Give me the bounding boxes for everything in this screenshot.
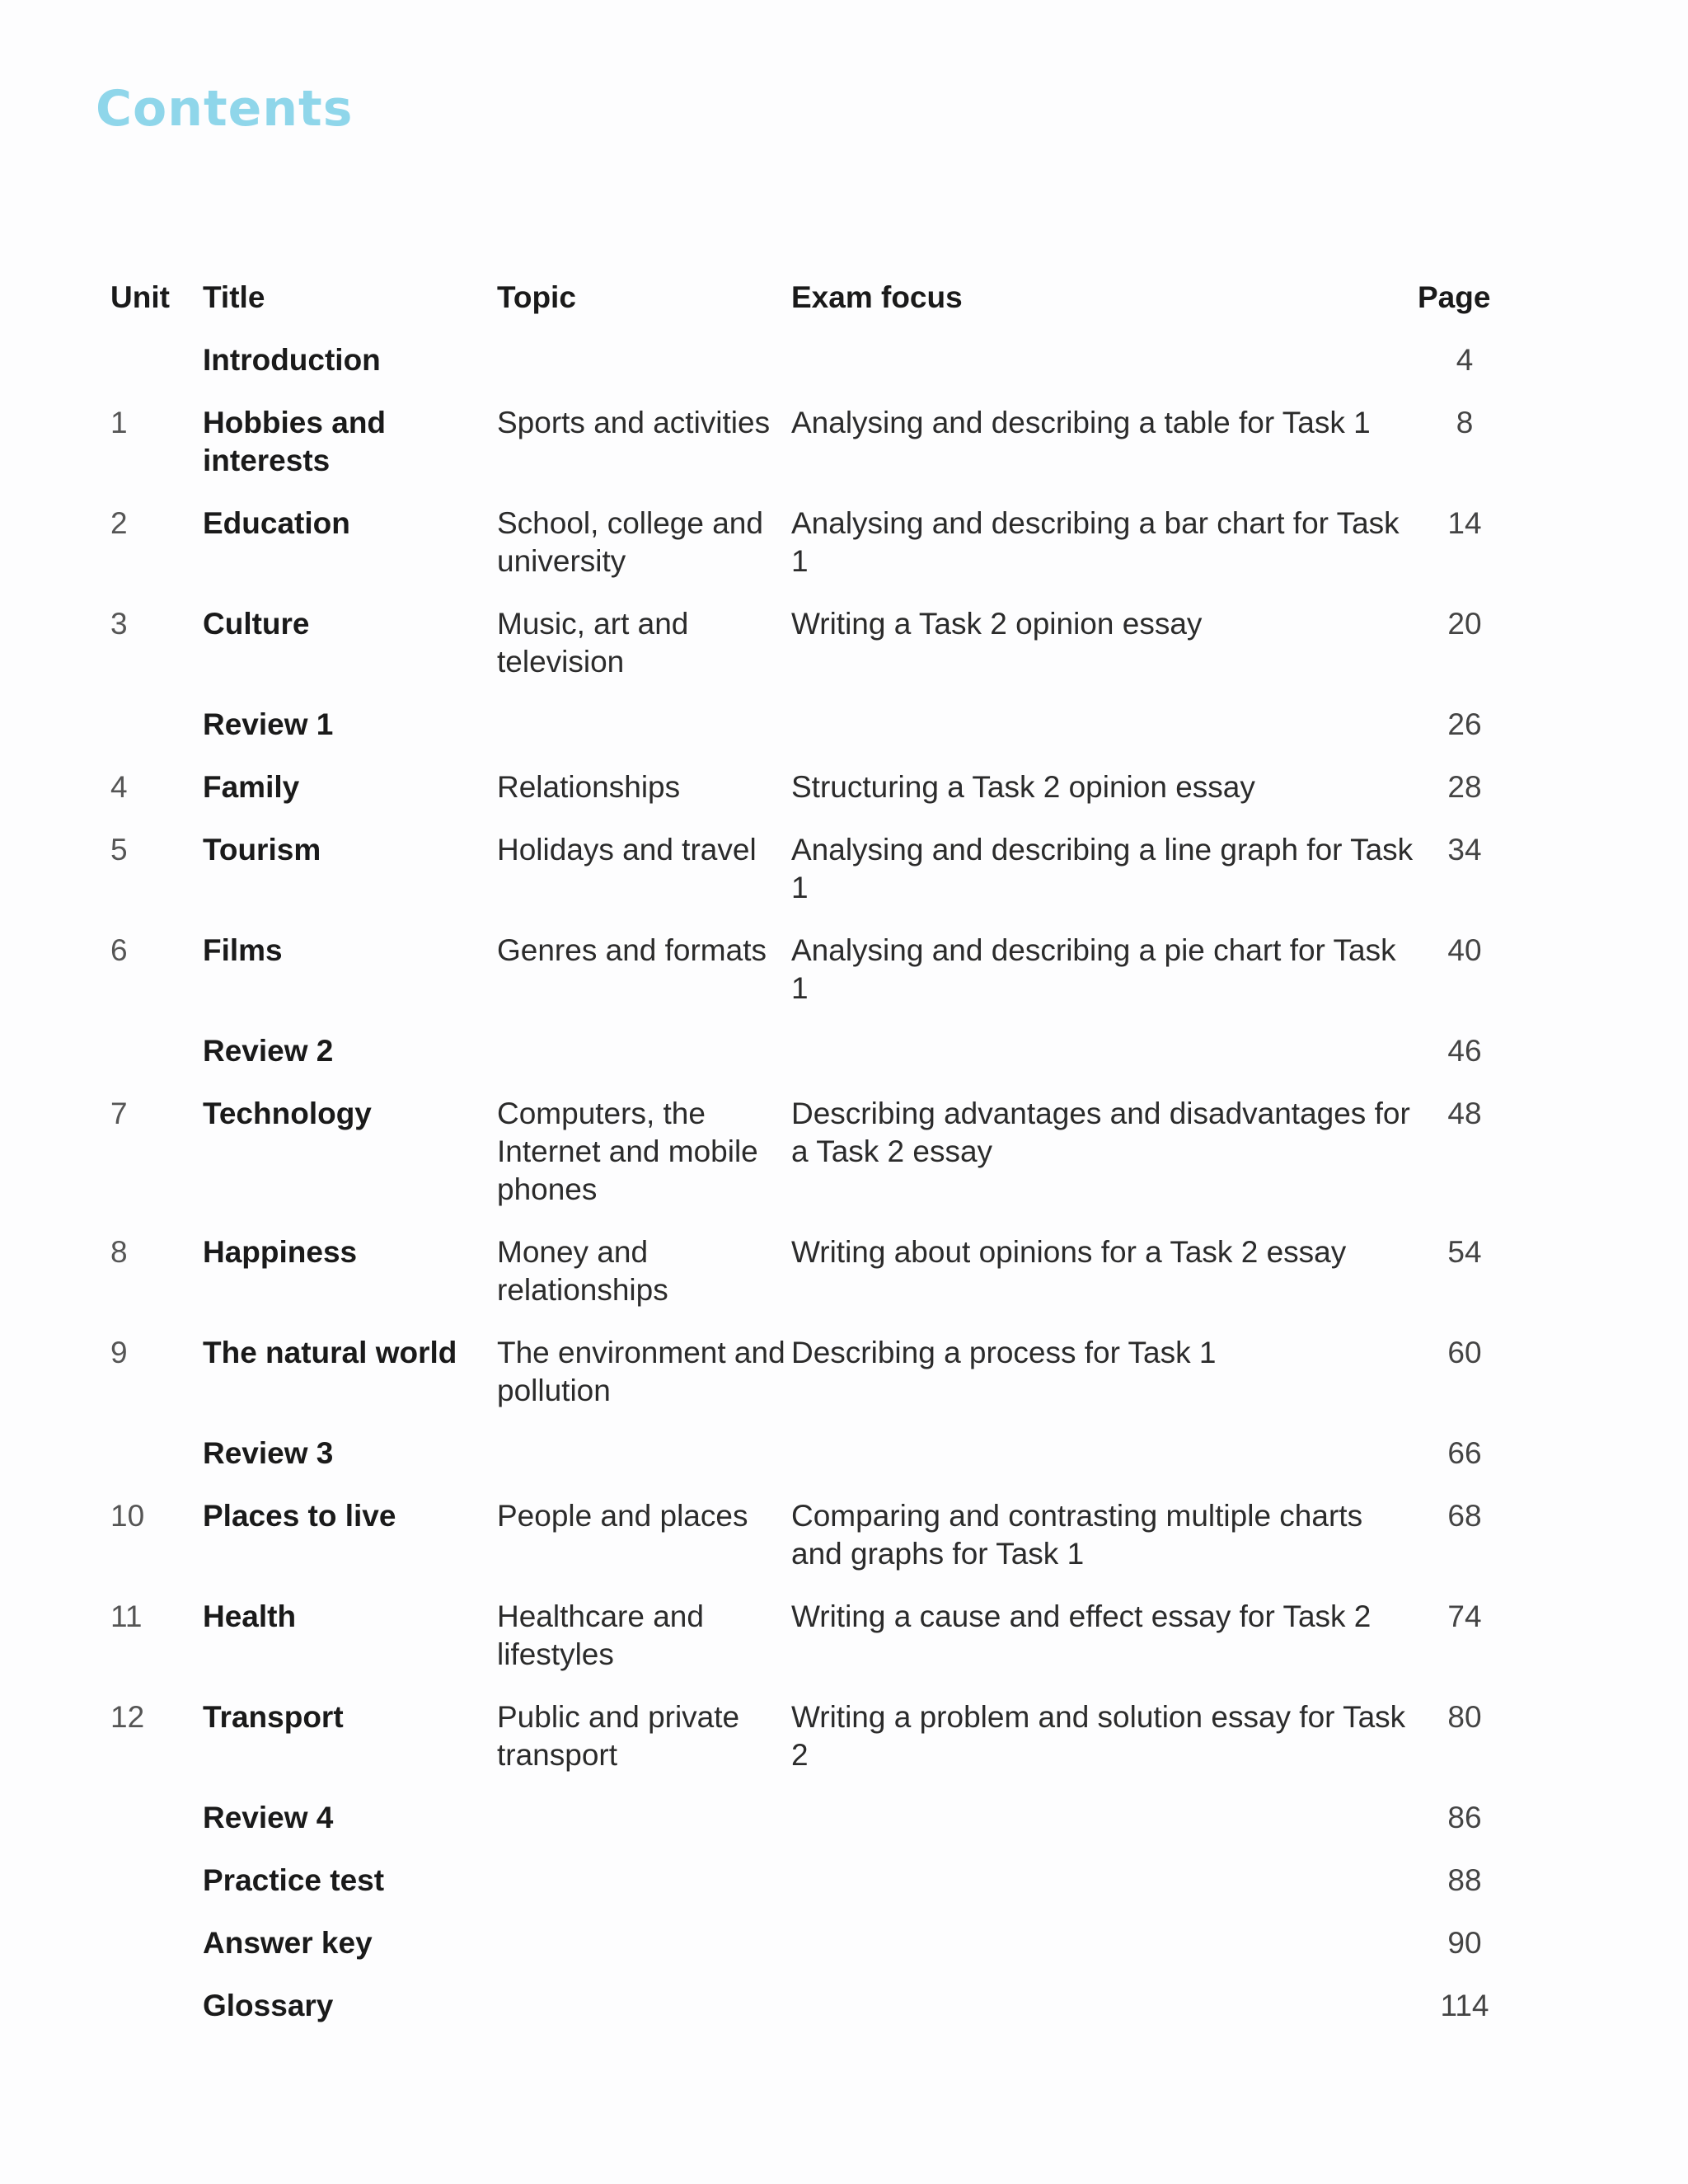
header-topic: Topic: [497, 280, 576, 314]
unit-title: Films: [203, 933, 283, 967]
unit-topic: Relationships: [497, 770, 681, 804]
unit-title: Review 3: [203, 1436, 334, 1470]
unit-number: 11: [110, 1599, 143, 1633]
page-number: 4: [1456, 343, 1474, 377]
page-title: Contents: [96, 80, 354, 138]
exam-focus: Structuring a Task 2 opinion essay: [791, 770, 1255, 804]
exam-focus: Analysing and describing a table for Task 1: [791, 406, 1371, 439]
page-number: 86: [1447, 1801, 1482, 1834]
exam-focus: Analysing and describing a bar chart for Task 1: [791, 506, 1400, 578]
unit-number: 6: [110, 933, 128, 967]
unit-title: Practice test: [203, 1863, 385, 1897]
unit-number: [110, 1987, 203, 2025]
page-number: 46: [1447, 1034, 1482, 1068]
unit-topic: School, college and university: [497, 506, 763, 578]
page-number: 60: [1447, 1336, 1482, 1369]
page-number: 114: [1440, 1989, 1489, 2022]
unit-number: [110, 1924, 203, 1962]
table-row: [110, 768, 1512, 806]
table-row: [110, 605, 1512, 681]
unit-title: Answer key: [203, 1926, 373, 1960]
header-unit: Unit: [110, 280, 170, 314]
table-row: [110, 1987, 1512, 2025]
unit-title: The natural world: [203, 1336, 457, 1369]
exam-focus: Writing about opinions for a Task 2 essay: [791, 1235, 1347, 1269]
unit-title: Family: [203, 770, 300, 804]
unit-number: 7: [110, 1097, 128, 1130]
table-row: [110, 1435, 1512, 1472]
unit-title: Happiness: [203, 1235, 358, 1269]
exam-focus: [791, 1799, 1418, 1837]
header-title: Title: [203, 280, 265, 314]
table-row: [110, 831, 1512, 907]
header-exam-focus: Exam focus: [791, 280, 963, 314]
table-row: [110, 1698, 1512, 1774]
table-row: [110, 1924, 1512, 1962]
unit-number: [110, 341, 203, 379]
table-row: [110, 932, 1512, 1007]
unit-title: Glossary: [203, 1989, 334, 2022]
unit-topic: Healthcare and lifestyles: [497, 1599, 704, 1671]
unit-topic: Money and relationships: [497, 1235, 668, 1307]
contents-table: [110, 279, 1512, 2050]
unit-topic: [497, 1032, 791, 1070]
page-number: 68: [1447, 1499, 1482, 1533]
table-row: [110, 505, 1512, 580]
unit-topic: [497, 341, 791, 379]
unit-number: 12: [110, 1700, 145, 1734]
table-row: [110, 404, 1512, 480]
exam-focus: Writing a Task 2 opinion essay: [791, 607, 1203, 641]
unit-title: Review 4: [203, 1801, 334, 1834]
exam-focus: [791, 1924, 1418, 1962]
page-number: 54: [1447, 1235, 1482, 1269]
exam-focus: [791, 1862, 1418, 1900]
page-number: 26: [1447, 707, 1482, 741]
page-number: 20: [1447, 607, 1482, 641]
table-row: [110, 706, 1512, 744]
unit-title: Education: [203, 506, 350, 540]
unit-topic: [497, 1799, 791, 1837]
unit-number: 1: [110, 406, 128, 439]
unit-topic: Public and private transport: [497, 1700, 740, 1772]
exam-focus: Analysing and describing a line graph for Task 1: [791, 833, 1414, 904]
page-number: 66: [1447, 1436, 1482, 1470]
exam-focus: Describing advantages and disadvantages for a Task 2 essay: [791, 1097, 1410, 1168]
page-number: 40: [1447, 933, 1482, 967]
exam-focus: [791, 1435, 1418, 1472]
page-number: 80: [1447, 1700, 1482, 1734]
page-number: 74: [1447, 1599, 1482, 1633]
unit-topic: Sports and activities: [497, 406, 771, 439]
exam-focus: [791, 341, 1418, 379]
page-number: 48: [1447, 1097, 1482, 1130]
unit-topic: [497, 1987, 791, 2025]
unit-number: [110, 1799, 203, 1837]
unit-number: 3: [110, 607, 128, 641]
page-number: 28: [1447, 770, 1482, 804]
unit-title: Review 1: [203, 707, 334, 741]
unit-topic: The environment and pollution: [497, 1336, 785, 1407]
unit-topic: [497, 706, 791, 744]
unit-topic: People and places: [497, 1499, 748, 1533]
table-row: [110, 1799, 1512, 1837]
table-header-row: [110, 279, 1512, 317]
unit-topic: [497, 1924, 791, 1962]
exam-focus: Comparing and contrasting multiple charts and graphs for Task 1: [791, 1499, 1363, 1571]
unit-title: Places to live: [203, 1499, 396, 1533]
exam-focus: [791, 706, 1418, 744]
unit-topic: Music, art and television: [497, 607, 689, 679]
unit-title: Introduction: [203, 343, 381, 377]
unit-number: [110, 1862, 203, 1900]
unit-title: Review 2: [203, 1034, 334, 1068]
unit-title: Culture: [203, 607, 310, 641]
unit-number: [110, 1435, 203, 1472]
unit-topic: Computers, the Internet and mobile phones: [497, 1097, 758, 1206]
unit-number: 8: [110, 1235, 128, 1269]
unit-title: Technology: [203, 1097, 372, 1130]
unit-number: 10: [110, 1499, 145, 1533]
page-number: 8: [1456, 406, 1474, 439]
exam-focus: Describing a process for Task 1: [791, 1336, 1217, 1369]
table-row: [110, 341, 1512, 379]
unit-number: 9: [110, 1336, 128, 1369]
unit-number: [110, 1032, 203, 1070]
table-row: [110, 1233, 1512, 1309]
unit-number: 2: [110, 506, 128, 540]
table-row: [110, 1334, 1512, 1410]
unit-title: Transport: [203, 1700, 344, 1734]
table-row: [110, 1598, 1512, 1674]
table-row: [110, 1862, 1512, 1900]
page-number: 14: [1447, 506, 1482, 540]
exam-focus: [791, 1032, 1418, 1070]
page-number: 88: [1447, 1863, 1482, 1897]
unit-topic: Genres and formats: [497, 933, 767, 967]
page-number: 90: [1447, 1926, 1482, 1960]
table-row: [110, 1032, 1512, 1070]
table-row: [110, 1497, 1512, 1573]
exam-focus: Writing a cause and effect essay for Task 2: [791, 1599, 1372, 1633]
unit-number: 5: [110, 833, 128, 867]
exam-focus: Analysing and describing a pie chart for Task 1: [791, 933, 1396, 1005]
header-page: Page: [1418, 280, 1491, 314]
unit-title: Health: [203, 1599, 297, 1633]
unit-title: Hobbies and interests: [203, 406, 387, 477]
table-row: [110, 1095, 1512, 1209]
unit-number: [110, 706, 203, 744]
unit-topic: [497, 1862, 791, 1900]
table-body: [110, 341, 1512, 2025]
exam-focus: [791, 1987, 1418, 2025]
unit-number: 4: [110, 770, 128, 804]
unit-title: Tourism: [203, 833, 321, 867]
unit-topic: [497, 1435, 791, 1472]
exam-focus: Writing a problem and solution essay for Task 2: [791, 1700, 1406, 1772]
unit-topic: Holidays and travel: [497, 833, 757, 867]
page-number: 34: [1447, 833, 1482, 867]
